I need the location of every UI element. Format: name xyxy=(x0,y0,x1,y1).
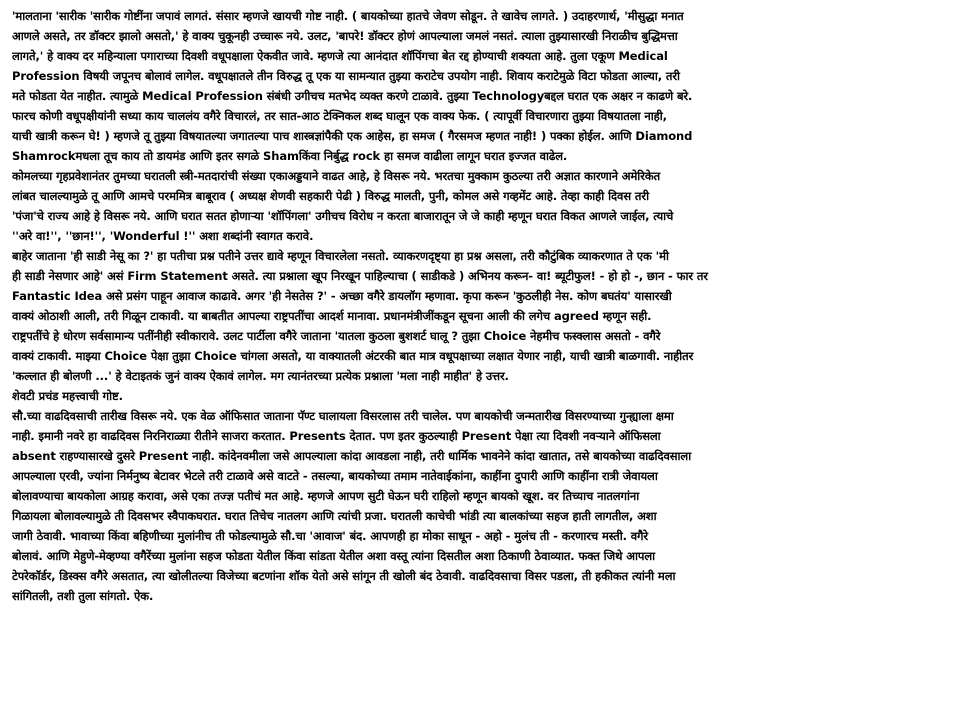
text-line: राष्ट्रपतींचे हे धोरण सर्वसामान्य पतींनीही स्वीकारावे. उलट पार्टीला वगैरे जाताना 'यातला कुठला बुशशर्ट घालू ? तुझा Choice नेहमीच फस्क्लास असतो - वगैरे xyxy=(12,329,661,343)
text-line: याची खात्री करून घे! ) म्हणजे तू तुझ्या विषयातल्या जगातल्या पाच शास्त्रज्ञांपैकी एक आहेस, हा समज ( गैरसमज म्हणत नाही! ) पक्का होईल. आणि Diamond xyxy=(12,129,693,143)
text-line: लांबत चालल्यामुळे तू आणि आमचे परममित्र बाबूराव ( अध्यक्ष शेणवी सहकारी पेढी ) विरुद्ध मालती, पुनी, कोमल असे गव्हमेंट आहे. तेव्हा काही दिवस तरी xyxy=(12,189,649,203)
text-line: 'मालताना 'सारीक 'सारीक गोष्टींना जपावं लागतं. संसार म्हणजे खायची गोष्ट नाही. ( बायकोच्या हातचे जेवण सोडून. ते खावेच लागते. ) उदाहरणार्थ, 'मीसुद्धा मनात xyxy=(12,9,684,23)
text-line: टेपरेकॉर्डर, डिस्क्स वगैरे असतात, त्या खोलीतल्या विजेच्या बटणांना शॉक येतो असे सांगून ती खोली बंद ठेवावी. वाढदिवसाचा विसर पडला, ती हकीकत त्यांनी मला xyxy=(12,569,676,583)
text-line: गिळायला बोलावल्यामुळे ती दिवसभर स्वैपाकघरात. घरात तिचेच नातलग आणि त्यांची प्रजा. घरातली काचेची भांडी त्या बालकांच्या सहज हाती लागतील, अशा xyxy=(12,509,657,523)
text-line: जागी ठेवावी. भावाच्या किंवा बहिणीच्या मुलांनीच ती फोडल्यामुळे सौ.चा 'आवाज' बंद. आपणही हा मोका साधून - अहो - मुलंच ती - करणारच मस्ती. वगैरे xyxy=(12,529,649,543)
text-line: ही साडी नेसणार आहे' असं Firm Statement असते. त्या प्रश्नाला खूप निरखून पाहिल्याचा ( साडीकडे ) अभिनय करून- वा! ब्यूटीफुल! - हो हो -, छान - फार तर xyxy=(12,269,708,283)
text-line: बोलावण्याचा बायकोला आग्रह करावा, असे एका तज्ज्ञ पतीचं मत आहे. म्हणजे आपण सुटी घेऊन घरी राहिलो म्हणून बायको खूश. वर तिच्याच नातलगांना xyxy=(12,489,640,503)
text-line: फारच कोणी वधूपक्षीयांनी सध्या काय चाललंय वगैरे विचारलं, तर सात-आठ टेक्निकल शब्द घालून एक वाक्य फेक. ( त्यापूर्वी विचारणारा तुझ्या विषयातला नाही, xyxy=(12,109,667,123)
text-line: बोलावं. आणि मेहुणे-मेव्हण्या वगैरेंच्या मुलांना सहज फोडता येतील किंवा सांडता येतील अशा वस्तू त्यांना दिसतील अशा ठिकाणी ठेवाव्यात. फक्त जिथे आपला xyxy=(12,549,655,563)
text-line: आणले असते, तर डॉक्टर झालो असतो,' हे वाक्य चुकूनही उच्चारू नये. उलट, 'बापरे! डॉक्टर होणं आपल्याला जमलं नसतं. त्याला तुझ्यासारखी निराळीच बुद्धिमत्ता xyxy=(12,29,678,43)
text-line: 'कल्लात ही बोलणी ...' हे वेटाइतकं जुनं वाक्य ऐकावं लागेल. मग त्यानंतरच्या प्रत्येक प्रश्नाला 'मला नाही माहीत' हे उत्तर. xyxy=(12,369,509,383)
text-line: 'पंजा'चे राज्य आहे हे विसरू नये. आणि घरात सतत होणाऱ्या 'शॉपिंगला' उगीचच विरोध न करता बाजारातून जे जे काही म्हणून घरात विकत आणले जाईल, त्याचे xyxy=(12,209,674,223)
text-line: ''अरे वा!'', ''छान!'', 'Wonderful !'' अशा शब्दांनी स्वागत करावे. xyxy=(12,229,314,243)
text-line: Profession विषयी जपूनच बोलावं लागेल. वधूपक्षातले तीन विरुद्ध तू एक या सामन्यात तुझ्या कराटेच उपयोग नाही. शिवाय कराटेमुळे विटा फोडता आल्या, तरी xyxy=(12,69,680,83)
text-line: मते फोडता येत नाहीत. त्यामुळे Medical Profession संबंधी उगीचच मतभेद व्यक्त करणे टाळावे. तुझ्या Technologyबद्दल घरात एक अक्षर न काढणे बरे. xyxy=(12,89,693,103)
text-line: कोमलच्या गृहप्रवेशानंतर तुमच्या घरातली स्त्री-मतदारांची संख्या एकाअड्डयाने वाढत आहे, हे विसरू नये. भरतचा मुक्काम कुठल्या तरी अज्ञात कारणाने अमेरिकेत xyxy=(12,169,661,183)
text-line: शेवटी प्रचंड महत्त्वाची गोष्ट. xyxy=(12,389,123,403)
text-line: Fantastic Idea असे प्रसंग पाहून आवाज काढावे. अगर 'ही नेसतेस ?' - अच्छा वगैरे डायलॉग म्हणावा. कृपा करून 'कुठलीही नेस. कोण बघतंय' यासारखी xyxy=(12,289,672,303)
text-line: absent राहण्यासारखे दुसरे Present नाही. कांदेनवमीला जसे आपल्याला कांदा आवडला नाही, तरी धार्मिक भावनेने कांदा खातात, तसे बायकोच्या वाढदिवसाला xyxy=(12,449,692,463)
text-line: आपल्याला एरवी, ज्यांना निर्मनुष्य बेटावर भेटले तरी टाळावे असे वाटते - तसल्या, बायकोच्या तमाम नातेवाईकांना, काहींना दुपारी आणि काहींना रात्री जेवायला xyxy=(12,469,658,483)
text-line: वाक्यं टाकावी. माझ्या Choice पेक्षा तुझा Choice चांगला असतो, या वाक्यातली अंटरकी बात मात्र वधूपक्षाच्या लक्षात येणार नाही, याची खात्री बाळगावी. नाहीतर xyxy=(12,349,694,363)
text-line: सांगितली, तशी तुला सांगतो. ऐक. xyxy=(12,589,154,603)
document-body xyxy=(12,6,912,666)
text-line: नाही. इमानी नवरे हा वाढदिवस निरनिराळ्या रीतीने साजरा करतात. Presents देतात. पण इतर कुठल्याही Present पेक्षा त्या दिवशी नवऱ्याने ऑफिसला xyxy=(12,429,661,443)
text-line: वाक्यं ओठाशी आली, तरी गिळून टाकावी. या बाबतीत आपल्या राष्ट्रपतींचा आदर्श मानावा. प्रधानमंत्रीजींकडून सूचना आली की लगेच agreed म्हणून सही. xyxy=(12,309,652,323)
text-line: बाहेर जाताना 'ही साडी नेसू का ?' हा पतीचा प्रश्न पतीने उत्तर द्यावे म्हणून विचारलेला नसतो. व्याकरणदृष्ट्या हा प्रश्न असला, तरी कौटुंबिक व्याकरणात ते एक 'मी xyxy=(12,249,669,263)
text-line: लागते,' हे वाक्य दर महिन्याला पगाराच्या दिवशी वधूपक्षाला ऐकवीत जावे. म्हणजे त्या आनंदात शॉपिंगचा बेत रद्द होण्याची शक्यता आहे. तुला एकूण Medical xyxy=(12,49,668,63)
text-line: सौ.च्या वाढदिवसाची तारीख विसरू नये. एक वेळ ऑफिसात जाताना पॅण्ट घालायला विसरलास तरी चालेल. पण बायकोची जन्मतारीख विसरण्याच्या गुन्ह्याला क्षमा xyxy=(12,409,674,423)
text-line: Shamrockमधला तूच काय तो डायमंड आणि इतर सगळे Shamकिंवा निर्बुद्ध rock हा समज वाढीला लागून घरात इज्जत वाढेल. xyxy=(12,149,568,163)
